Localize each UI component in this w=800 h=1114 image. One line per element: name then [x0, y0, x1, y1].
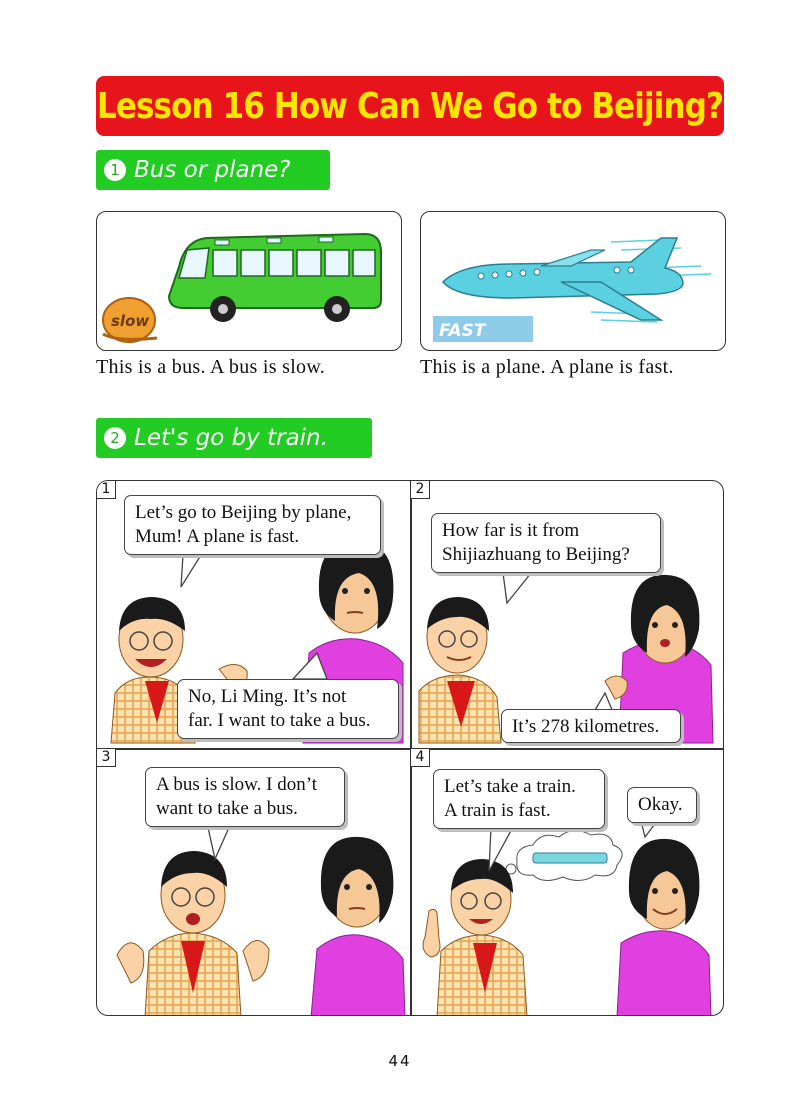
panel-3-number: 3: [97, 749, 116, 767]
plane-illustration: [421, 212, 725, 350]
bubble-line: Okay.: [638, 794, 683, 815]
bubble-line: Shijiazhuang to Beijing?: [442, 544, 630, 565]
comic-strip: [96, 480, 724, 1016]
panel-4-number: 4: [411, 749, 430, 767]
speech-bubble-mum-4: [627, 787, 697, 823]
speech-bubble-mum-2: [501, 709, 681, 743]
bus-caption: This is a bus. A bus is slow.: [96, 356, 326, 378]
bubble-line: want to take a bus.: [156, 798, 298, 819]
bubble-line: A bus is slow. I don’t: [156, 774, 317, 795]
bubble-line: It’s 278 kilometres.: [512, 716, 660, 737]
section-1-number: 1: [104, 159, 126, 181]
bubble-line: How far is it from: [442, 520, 580, 541]
bubble-line: far. I want to take a bus.: [188, 710, 371, 731]
section-2-title: Let's go by train.: [134, 425, 328, 451]
speech-bubble-mum-1: [177, 679, 399, 739]
bus-icon: [169, 234, 381, 322]
bubble-line: Let’s go to Beijing by plane,: [135, 502, 352, 523]
bubble-line: No, Li Ming. It’s not: [188, 686, 347, 707]
plane-picture: [420, 211, 726, 351]
bubble-line: Mum! A plane is fast.: [135, 526, 300, 547]
section-2-number: 2: [104, 427, 126, 449]
speech-bubble-li-ming-1: [124, 495, 381, 555]
plane-caption: This is a plane. A plane is fast.: [420, 356, 674, 378]
plane-sign-text: FAST: [439, 321, 486, 341]
panel-2-number: 2: [411, 481, 430, 499]
speech-bubble-li-ming-2: [431, 513, 661, 573]
section-1-title: Bus or plane?: [134, 157, 291, 183]
lesson-title: Lesson 16 How Can We Go to Beijing?: [96, 85, 724, 127]
page-number: 44: [388, 1052, 412, 1070]
section-1-header: [96, 150, 330, 190]
bus-sign-text: slow: [111, 312, 150, 330]
bubble-line: A train is fast.: [444, 800, 551, 821]
bubble-line: Let’s take a train.: [444, 776, 576, 797]
bus-picture: [96, 211, 402, 351]
bus-illustration: [97, 212, 401, 350]
speech-bubble-li-ming-4: [433, 769, 605, 829]
plane-icon: [443, 238, 683, 320]
section-2-header: [96, 418, 372, 458]
lesson-title-banner: [96, 76, 724, 136]
panel-1-number: 1: [97, 481, 116, 499]
speech-bubble-li-ming-3: [145, 767, 345, 827]
